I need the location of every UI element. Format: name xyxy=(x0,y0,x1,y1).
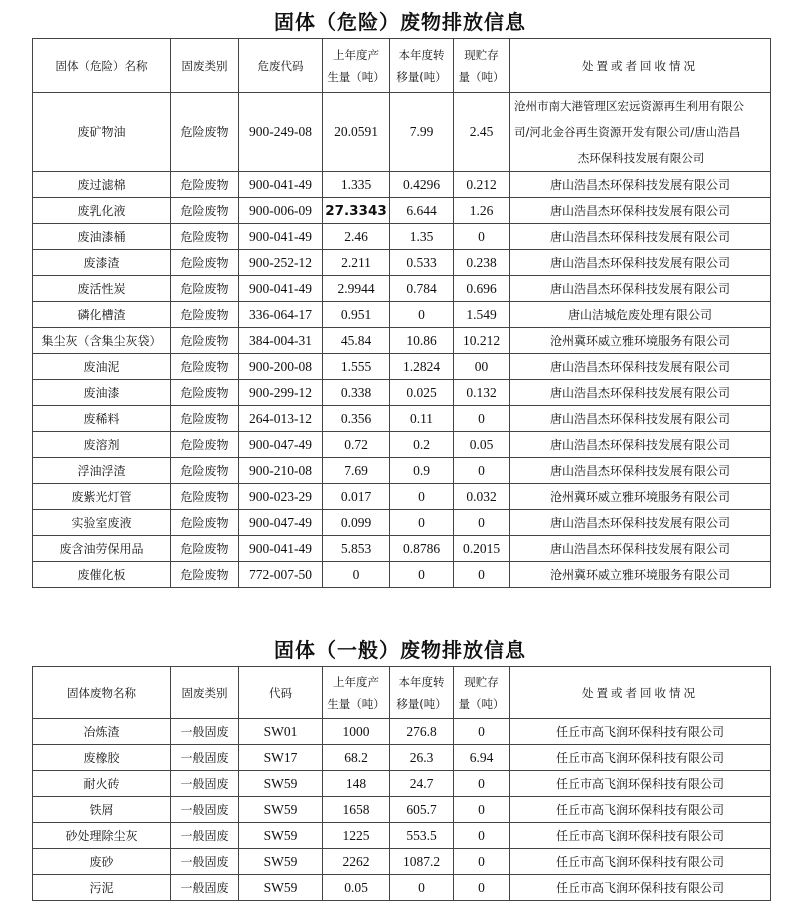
waste-code: 900-041-49 xyxy=(239,536,323,562)
hazardous-waste-title: 固体（危险）废物排放信息 xyxy=(274,10,526,34)
col-code-header: 危废代码 xyxy=(239,39,323,93)
waste-category: 危险废物 xyxy=(171,328,239,354)
waste-code: 900-041-49 xyxy=(239,276,323,302)
disposal-info: 唐山浩昌杰环保科技发展有限公司 xyxy=(510,432,771,458)
waste-code: 900-249-08 xyxy=(239,93,323,172)
stock-amount: 10.212 xyxy=(454,328,510,354)
waste-name: 废矿物油 xyxy=(33,93,171,172)
transfer-amount: 605.7 xyxy=(390,797,454,823)
table-row xyxy=(33,250,771,276)
table-row xyxy=(33,276,771,302)
prev-year-amount: 0.356 xyxy=(323,406,390,432)
stock-amount: 0 xyxy=(454,510,510,536)
disposal-info: 唐山浩昌杰环保科技发展有限公司 xyxy=(510,380,771,406)
stock-amount: 0 xyxy=(454,562,510,588)
stock-amount: 1.549 xyxy=(454,302,510,328)
transfer-amount: 276.8 xyxy=(390,719,454,745)
waste-name: 废油漆桶 xyxy=(33,224,171,250)
table-row xyxy=(33,510,771,536)
col-disposal-header: 处置或者回收情况 xyxy=(510,667,771,719)
disposal-info: 唐山浩昌杰环保科技发展有限公司 xyxy=(510,406,771,432)
table-row xyxy=(33,458,771,484)
prev-year-amount: 148 xyxy=(323,771,390,797)
disposal-info: 沧州冀环威立雅环境服务有限公司 xyxy=(510,562,771,588)
transfer-amount: 0 xyxy=(390,302,454,328)
disposal-info: 唐山浩昌杰环保科技发展有限公司 xyxy=(510,276,771,302)
disposal-info: 沧州冀环威立雅环境服务有限公司 xyxy=(510,484,771,510)
disposal-info: 唐山浩昌杰环保科技发展有限公司 xyxy=(510,250,771,276)
waste-category: 危险废物 xyxy=(171,380,239,406)
waste-name: 实验室废液 xyxy=(33,510,171,536)
waste-code: 900-006-09 xyxy=(239,198,323,224)
disposal-info: 任丘市高飞润环保科技有限公司 xyxy=(510,797,771,823)
waste-category: 危险废物 xyxy=(171,302,239,328)
waste-name: 废溶剂 xyxy=(33,432,171,458)
stock-amount: 6.94 xyxy=(454,745,510,771)
table-row xyxy=(33,198,771,224)
waste-category: 危险废物 xyxy=(171,458,239,484)
waste-name: 废油泥 xyxy=(33,354,171,380)
disposal-info: 任丘市高飞润环保科技有限公司 xyxy=(510,849,771,875)
waste-category: 危险废物 xyxy=(171,484,239,510)
waste-name: 废过滤棉 xyxy=(33,172,171,198)
disposal-info: 唐山浩昌杰环保科技发展有限公司 xyxy=(510,354,771,380)
disposal-info: 任丘市高飞润环保科技有限公司 xyxy=(510,745,771,771)
prev-year-amount: 0.017 xyxy=(323,484,390,510)
prev-year-amount: 2.9944 xyxy=(323,276,390,302)
waste-code: 264-013-12 xyxy=(239,406,323,432)
waste-code: 900-023-29 xyxy=(239,484,323,510)
waste-code: 900-200-08 xyxy=(239,354,323,380)
transfer-amount: 1.2824 xyxy=(390,354,454,380)
prev-year-amount: 0.338 xyxy=(323,380,390,406)
stock-amount: 0 xyxy=(454,797,510,823)
stock-amount: 0.2015 xyxy=(454,536,510,562)
prev-year-amount: 2.46 xyxy=(323,224,390,250)
table-row xyxy=(33,875,771,901)
waste-name: 耐火砖 xyxy=(33,771,171,797)
col-prev-year-header: 上年度产 生量（吨） xyxy=(323,667,390,719)
stock-amount: 0 xyxy=(454,458,510,484)
table-row xyxy=(33,719,771,745)
prev-year-amount: 0 xyxy=(323,562,390,588)
col-stock-header: 现贮存 量（吨） xyxy=(454,667,510,719)
table-row xyxy=(33,93,771,172)
waste-category: 危险废物 xyxy=(171,224,239,250)
waste-category: 一般固废 xyxy=(171,719,239,745)
transfer-amount: 6.644 xyxy=(390,198,454,224)
table-row xyxy=(33,484,771,510)
prev-year-amount: 2262 xyxy=(323,849,390,875)
waste-name: 冶炼渣 xyxy=(33,719,171,745)
waste-name: 集尘灰（含集尘灰袋） xyxy=(33,328,171,354)
stock-amount: 0 xyxy=(454,719,510,745)
prev-year-amount: 5.853 xyxy=(323,536,390,562)
stock-amount: 0.696 xyxy=(454,276,510,302)
waste-code: 900-252-12 xyxy=(239,250,323,276)
waste-name: 废催化板 xyxy=(33,562,171,588)
waste-name: 废紫光灯管 xyxy=(33,484,171,510)
prev-year-amount: 0.72 xyxy=(323,432,390,458)
waste-name: 废含油劳保用品 xyxy=(33,536,171,562)
table-row xyxy=(33,380,771,406)
transfer-amount: 553.5 xyxy=(390,823,454,849)
general-waste-title: 固体（一般）废物排放信息 xyxy=(274,638,526,662)
table-row xyxy=(33,745,771,771)
prev-year-amount: 68.2 xyxy=(323,745,390,771)
table-row xyxy=(33,797,771,823)
table-row xyxy=(33,536,771,562)
waste-category: 一般固废 xyxy=(171,745,239,771)
waste-name: 砂处理除尘灰 xyxy=(33,823,171,849)
waste-category: 危险废物 xyxy=(171,406,239,432)
disposal-info: 任丘市高飞润环保科技有限公司 xyxy=(510,823,771,849)
prev-year-amount: 0.099 xyxy=(323,510,390,536)
col-prev-year-header: 上年度产 生量（吨） xyxy=(323,39,390,93)
hazardous-waste-table xyxy=(32,38,771,588)
disposal-info: 唐山洁城危废处理有限公司 xyxy=(510,302,771,328)
prev-year-amount: 1.555 xyxy=(323,354,390,380)
stock-amount: 0 xyxy=(454,823,510,849)
waste-code: SW59 xyxy=(239,797,323,823)
waste-category: 危险废物 xyxy=(171,198,239,224)
transfer-amount: 0 xyxy=(390,510,454,536)
waste-name: 污泥 xyxy=(33,875,171,901)
stock-amount: 0.032 xyxy=(454,484,510,510)
col-name-header: 固体（危险）名称 xyxy=(33,39,171,93)
disposal-info: 唐山浩昌杰环保科技发展有限公司 xyxy=(510,198,771,224)
disposal-info: 唐山浩昌杰环保科技发展有限公司 xyxy=(510,536,771,562)
waste-code: 900-047-49 xyxy=(239,510,323,536)
transfer-amount: 0.533 xyxy=(390,250,454,276)
waste-name: 磷化槽渣 xyxy=(33,302,171,328)
table-row xyxy=(33,562,771,588)
table-row xyxy=(33,771,771,797)
transfer-amount: 1.35 xyxy=(390,224,454,250)
disposal-info: 沧州市南大港管理区宏远资源再生利用有限公 司/河北金谷再生资源开发有限公司/唐山浩昌 杰环保科技发展有限公司 xyxy=(510,93,771,172)
table-header-row xyxy=(33,39,771,93)
stock-amount: 0.212 xyxy=(454,172,510,198)
waste-code: SW59 xyxy=(239,823,323,849)
transfer-amount: 0 xyxy=(390,562,454,588)
waste-code: 900-047-49 xyxy=(239,432,323,458)
stock-amount: 0.132 xyxy=(454,380,510,406)
waste-category: 危险废物 xyxy=(171,250,239,276)
prev-year-amount: 7.69 xyxy=(323,458,390,484)
prev-year-amount: 20.0591 xyxy=(323,93,390,172)
transfer-amount: 0 xyxy=(390,484,454,510)
transfer-amount: 0 xyxy=(390,875,454,901)
stock-amount: 0 xyxy=(454,849,510,875)
table-row xyxy=(33,302,771,328)
disposal-info: 任丘市高飞润环保科技有限公司 xyxy=(510,719,771,745)
disposal-info: 唐山浩昌杰环保科技发展有限公司 xyxy=(510,458,771,484)
stock-amount: 00 xyxy=(454,354,510,380)
transfer-amount: 1087.2 xyxy=(390,849,454,875)
stock-amount: 0.05 xyxy=(454,432,510,458)
disposal-info: 沧州冀环威立雅环境服务有限公司 xyxy=(510,328,771,354)
col-code-header: 代码 xyxy=(239,667,323,719)
prev-year-amount: 27.3343 xyxy=(323,198,390,224)
disposal-info: 任丘市高飞润环保科技有限公司 xyxy=(510,771,771,797)
prev-year-amount: 1658 xyxy=(323,797,390,823)
table-row xyxy=(33,354,771,380)
disposal-info: 唐山浩昌杰环保科技发展有限公司 xyxy=(510,510,771,536)
disposal-info: 唐山浩昌杰环保科技发展有限公司 xyxy=(510,172,771,198)
waste-category: 危险废物 xyxy=(171,510,239,536)
transfer-amount: 0.8786 xyxy=(390,536,454,562)
waste-name: 废乳化液 xyxy=(33,198,171,224)
waste-category: 一般固废 xyxy=(171,797,239,823)
transfer-amount: 0.025 xyxy=(390,380,454,406)
transfer-amount: 26.3 xyxy=(390,745,454,771)
waste-name: 浮油浮渣 xyxy=(33,458,171,484)
waste-code: 772-007-50 xyxy=(239,562,323,588)
prev-year-amount: 1225 xyxy=(323,823,390,849)
general-waste-table xyxy=(32,666,771,901)
transfer-amount: 10.86 xyxy=(390,328,454,354)
waste-code: 900-299-12 xyxy=(239,380,323,406)
waste-category: 危险废物 xyxy=(171,432,239,458)
waste-code: 900-041-49 xyxy=(239,224,323,250)
waste-name: 废橡胶 xyxy=(33,745,171,771)
waste-category: 危险废物 xyxy=(171,536,239,562)
waste-category: 危险废物 xyxy=(171,276,239,302)
waste-category: 一般固废 xyxy=(171,823,239,849)
waste-code: 900-210-08 xyxy=(239,458,323,484)
waste-code: SW59 xyxy=(239,849,323,875)
waste-code: SW59 xyxy=(239,875,323,901)
transfer-amount: 0.11 xyxy=(390,406,454,432)
table-row xyxy=(33,849,771,875)
transfer-amount: 0.2 xyxy=(390,432,454,458)
col-stock-header: 现贮存 量（吨） xyxy=(454,39,510,93)
col-category-header: 固废类别 xyxy=(171,667,239,719)
prev-year-amount: 2.211 xyxy=(323,250,390,276)
stock-amount: 1.26 xyxy=(454,198,510,224)
disposal-info: 任丘市高飞润环保科技有限公司 xyxy=(510,875,771,901)
table-row xyxy=(33,328,771,354)
transfer-amount: 7.99 xyxy=(390,93,454,172)
waste-name: 废油漆 xyxy=(33,380,171,406)
col-name-header: 固体废物名称 xyxy=(33,667,171,719)
waste-category: 一般固废 xyxy=(171,849,239,875)
table-row xyxy=(33,406,771,432)
waste-code: 384-004-31 xyxy=(239,328,323,354)
waste-code: SW59 xyxy=(239,771,323,797)
waste-category: 危险废物 xyxy=(171,172,239,198)
waste-name: 废砂 xyxy=(33,849,171,875)
disposal-info: 唐山浩昌杰环保科技发展有限公司 xyxy=(510,224,771,250)
stock-amount: 0.238 xyxy=(454,250,510,276)
prev-year-amount: 0.05 xyxy=(323,875,390,901)
waste-name: 废漆渣 xyxy=(33,250,171,276)
stock-amount: 0 xyxy=(454,771,510,797)
waste-category: 一般固废 xyxy=(171,771,239,797)
col-category-header: 固废类别 xyxy=(171,39,239,93)
table-row xyxy=(33,172,771,198)
col-transfer-header: 本年度转 移量(吨） xyxy=(390,39,454,93)
waste-code: 336-064-17 xyxy=(239,302,323,328)
prev-year-amount: 1.335 xyxy=(323,172,390,198)
stock-amount: 0 xyxy=(454,406,510,432)
prev-year-amount: 45.84 xyxy=(323,328,390,354)
waste-code: SW17 xyxy=(239,745,323,771)
stock-amount: 0 xyxy=(454,875,510,901)
transfer-amount: 24.7 xyxy=(390,771,454,797)
table-row xyxy=(33,224,771,250)
table-header-row xyxy=(33,667,771,719)
waste-code: SW01 xyxy=(239,719,323,745)
transfer-amount: 0.784 xyxy=(390,276,454,302)
transfer-amount: 0.9 xyxy=(390,458,454,484)
waste-category: 一般固废 xyxy=(171,875,239,901)
waste-category: 危险废物 xyxy=(171,93,239,172)
table-row xyxy=(33,432,771,458)
waste-name: 废活性炭 xyxy=(33,276,171,302)
table-row xyxy=(33,823,771,849)
stock-amount: 2.45 xyxy=(454,93,510,172)
col-transfer-header: 本年度转 移量(吨） xyxy=(390,667,454,719)
transfer-amount: 0.4296 xyxy=(390,172,454,198)
waste-code: 900-041-49 xyxy=(239,172,323,198)
waste-name: 铁屑 xyxy=(33,797,171,823)
waste-name: 废稀料 xyxy=(33,406,171,432)
col-disposal-header: 处置或者回收情况 xyxy=(510,39,771,93)
stock-amount: 0 xyxy=(454,224,510,250)
prev-year-amount: 1000 xyxy=(323,719,390,745)
waste-category: 危险废物 xyxy=(171,354,239,380)
waste-category: 危险废物 xyxy=(171,562,239,588)
prev-year-amount: 0.951 xyxy=(323,302,390,328)
